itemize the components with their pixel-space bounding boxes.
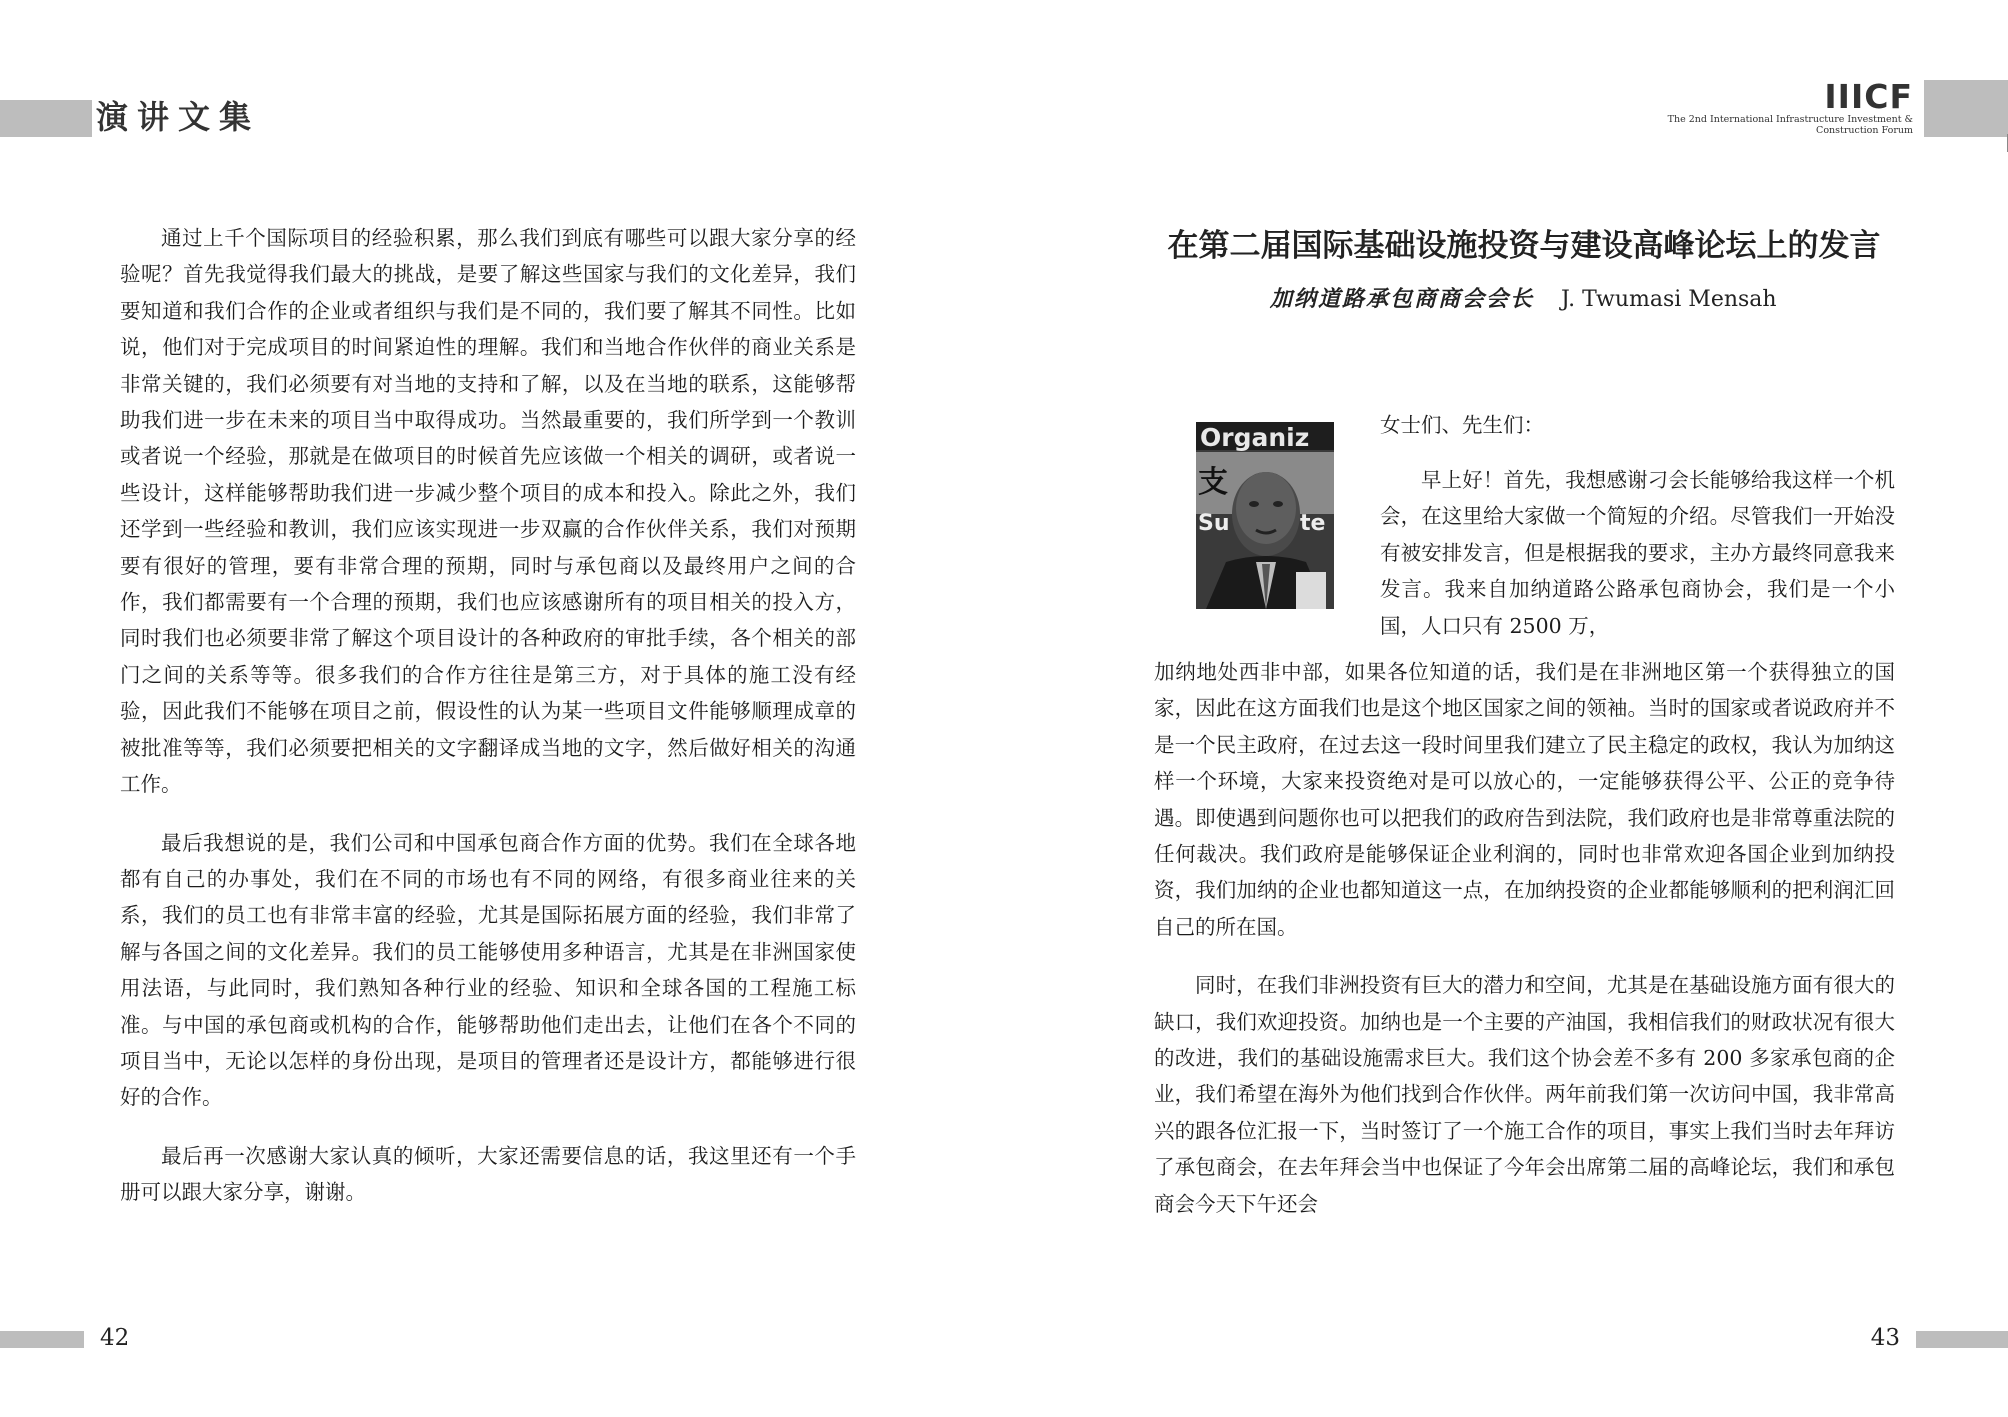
speaker-name: J. Twumasi Mensah [1561, 287, 1777, 312]
greeting: 女士们、先生们： [1380, 413, 1544, 437]
photo-sign-text-2: Su [1198, 511, 1230, 536]
photo-sign-text-3: te [1300, 511, 1326, 536]
paragraph: 通过上千个国际项目的经验积累，那么我们到底有哪些可以跟大家分享的经验呢？首先我觉得我们最大的挑战，是要了解这些国家与我们的文化差异，我们要知道和我们合作的企业或者组织与我们是不同的，我们要了解其不同性。比如说，他们对于完成项目的时间紧迫性的理解。我们和当地合作伙伴的商业关系是非常关键的，我们必须要有对当地的支持和了解，以及在当地的联系，这能够帮助我们进一步在未来的项目当中取得成功。当然最重要的，我们所学到一个教训或者说一个经验，那就是在做项目的时候首先应该做一个相关的调研，或者说一些设计，这样能够帮助我们进一步减少整个项目的成本和投入。除此之外，我们还学到一些经验和教训，我们应该实现进一步双赢的合作伙伴关系，我们对预期要有很好的管理，要有非常合理的预期，同时与承包商以及最终用户之间的合作，我们都需要有一个合理的预期，我们也应该感谢所有的项目相关的投入方，同时我们也必须要非常了解这个项目设计的各种政府的审批手续，各个相关的部门之间的关系等等。很多我们的合作方往往是第三方，对于具体的施工没有经验，因此我们不能够在项目之前，假设性的认为某一些项目文件能够顺理成章的被批准等等，我们必须要把相关的文字翻译成当地的文字，然后做好相关的沟通工作。 [120, 226, 856, 797]
footer-bar [1916, 1331, 2008, 1348]
speaker-photo [1196, 422, 1334, 609]
logo-text: IIICF [1824, 77, 1913, 116]
photo-banner-text: Organiz [1200, 423, 1310, 452]
photo-sign-text: 支 [1198, 465, 1228, 500]
right-body-text [1154, 654, 1895, 1222]
footer-bar [0, 1331, 84, 1348]
article-title: 在第二届国际基础设施投资与建设高峰论坛上的发言 [1167, 228, 1881, 264]
header-bar [1924, 80, 2008, 137]
paragraph-continuation: 加纳地处西非中部，如果各位知道的话，我们是在非洲地区第一个获得独立的国家，因此在这方面我们也是这个地区国家之间的领袖。当时的国家或者说政府并不是一个民主政府，在过去这一段时间里我们建立了民主稳定的政权，我认为加纳这样一个环境，大家来投资绝对是可以放心的，一定能够获得公平、公正的竞争待遇。即使遇到问题你也可以把我们的政府告到法院，我们政府也是非常尊重法院的任何裁决。我们政府是能够保证企业利润的，同时也非常欢迎各国企业到加纳投资，我们加纳的企业也都知道这一点，在加纳投资的企业都能够顺利的把利润汇回自己的所在国。 [1154, 660, 1895, 939]
paragraph: 同时，在我们非洲投资有巨大的潜力和空间，尤其是在基础设施方面有很大的缺口，我们欢迎投资。加纳也是一个主要的产油国，我相信我们的财政状况有很大的改进，我们的基础设施需求巨大。我们这个协会差不多有 200 多家承包商的企业，我们希望在海外为他们找到合作伙伴。两年前我们第一次访问中国，我非常高兴的跟各位汇报一下，当时签订了一个施工合作的项目，事实上我们当时去年拜访了承包商会，在去年拜会当中也保证了今年会出席第二届的高峰论坛，我们和承包商会今天下午还会 [1154, 973, 1895, 1216]
speaker-role: 加纳道路承包商商会会长 [1270, 286, 1535, 312]
byline [1270, 282, 1777, 313]
section-title: 演讲文集 [92, 96, 268, 138]
paragraph: 最后我想说的是，我们公司和中国承包商合作方面的优势。我们在全球各地都有自己的办事处，我们在不同的市场也有不同的网络，有很多商业往来的关系，我们的员工也有非常丰富的经验，尤其是国际拓展方面的经验，我们非常了解与各国之间的文化差异。我们的员工能够使用多种语言，尤其是在非洲国家使用法语，与此同时，我们熟知各种行业的经验、知识和全球各国的工程施工标准。与中国的承包商或机构的合作，能够帮助他们走出去，让他们在各个不同的项目当中，无论以怎样的身份出现，是项目的管理者还是设计方，都能够进行很好的合作。 [120, 830, 856, 1110]
logo-subtitle-line2: Construction Forum [1816, 125, 1913, 136]
forum-logo [1667, 77, 1913, 136]
paragraph: 最后再一次感谢大家认真的倾听，大家还需要信息的话，我这里还有一个手册可以跟大家分享，谢谢。 [120, 1143, 856, 1205]
page-number: 42 [100, 1325, 130, 1351]
wrapped-paragraph-block [1380, 462, 1895, 644]
logo-subtitle-line1: The 2nd International Infrastructure Investment & [1667, 114, 1913, 125]
page-number: 43 [1870, 1325, 1900, 1351]
right-page [1004, 0, 2008, 1417]
paragraph: 早上好！首先，我想感谢刁会长能够给我这样一个机会，在这里给大家做一个简短的介绍。尽管我们一开始没有被安排发言，但是根据我的要求，主办方最终同意我来发言。我来自加纳道路公路承包商协会，我们是一个小国，人口只有 2500 万， [1380, 468, 1895, 638]
left-body-text [120, 220, 856, 1211]
